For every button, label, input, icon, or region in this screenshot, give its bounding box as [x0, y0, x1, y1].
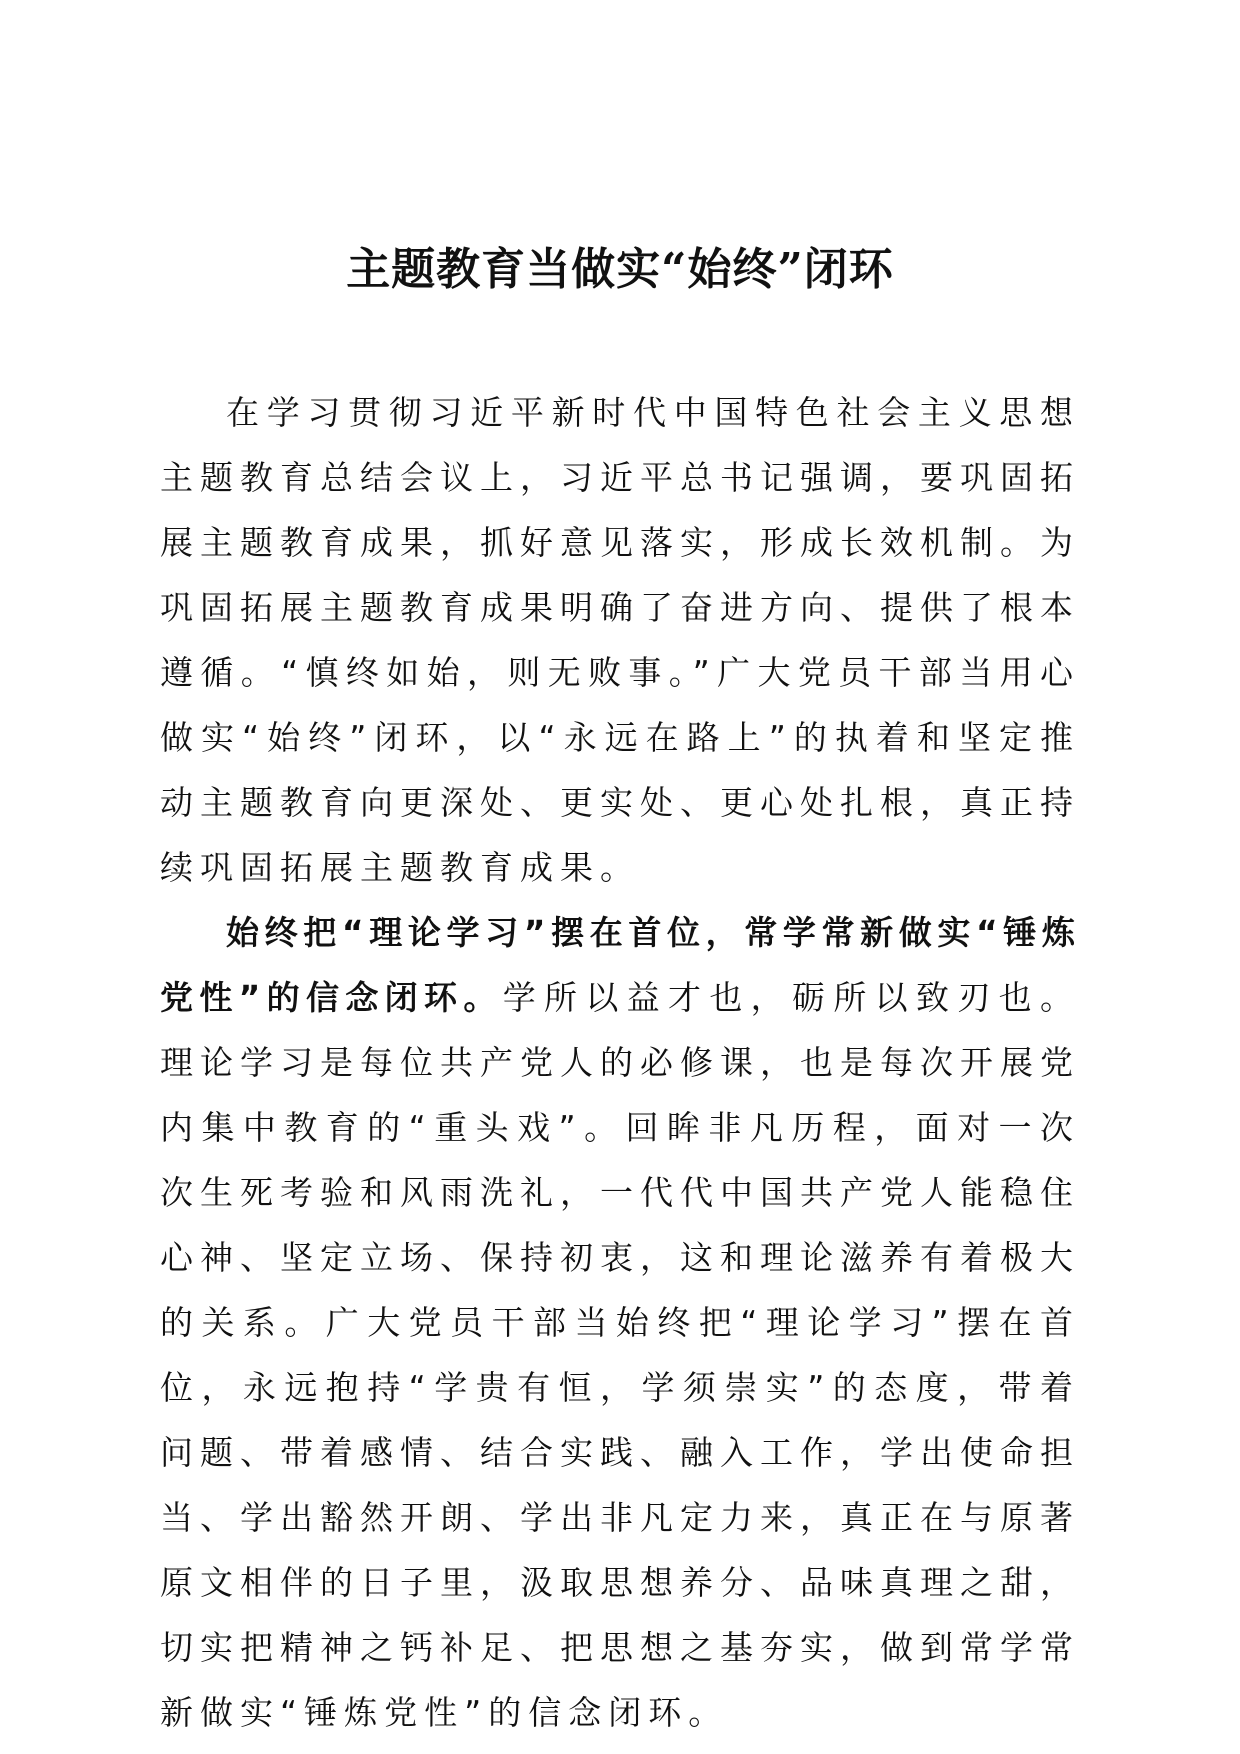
document-title: 主题教育当做实“始终”闭环 — [346, 244, 894, 295]
document-body — [160, 380, 1080, 1745]
paragraph-lead-heading: 始终把“理论学习”摆在首位，常学常新做实“锤炼党性”的信念闭环。 — [160, 913, 1080, 1017]
paragraph-theory-study-text: 学所以益才也，砺所以致刃也。理论学习是每位共产党人的必修课，也是每次开展党内集中教育的“重头戏”。回眸非凡历程，面对一次次生死考验和风雨洗礼，一代代中国共产党人能稳住心神、坚定立场、保持初衷，这和理论滋养有着极大的关系。广大党员干部当始终把“理论学习”摆在首位，永远抱持“学贵有恒，学须崇实”的态度，带着问题、带着感情、结合实践、融入工作，学出使命担当、学出豁然开朗、学出非凡定力来，真正在与原著原文相伴的日子里，汲取思想养分、品味真理之甜，切实把精神之钙补足、把思想之基夯实，做到常学常新做实“锤炼党性”的信念闭环。 — [160, 978, 1080, 1732]
paragraph-intro — [160, 380, 1080, 900]
paragraph-theory-study — [160, 900, 1080, 1745]
paragraph-intro-text: 在学习贯彻习近平新时代中国特色社会主义思想主题教育总结会议上，习近平总书记强调，要巩固拓展主题教育成果，抓好意见落实，形成长效机制。为巩固拓展主题教育成果明确了奋进方向、提供了根本遵循。“慎终如始，则无败事。”广大党员干部当用心做实“始终”闭环，以“永远在路上”的执着和坚定推动主题教育向更深处、更实处、更心处扎根，真正持续巩固拓展主题教育成果。 — [160, 393, 1080, 887]
